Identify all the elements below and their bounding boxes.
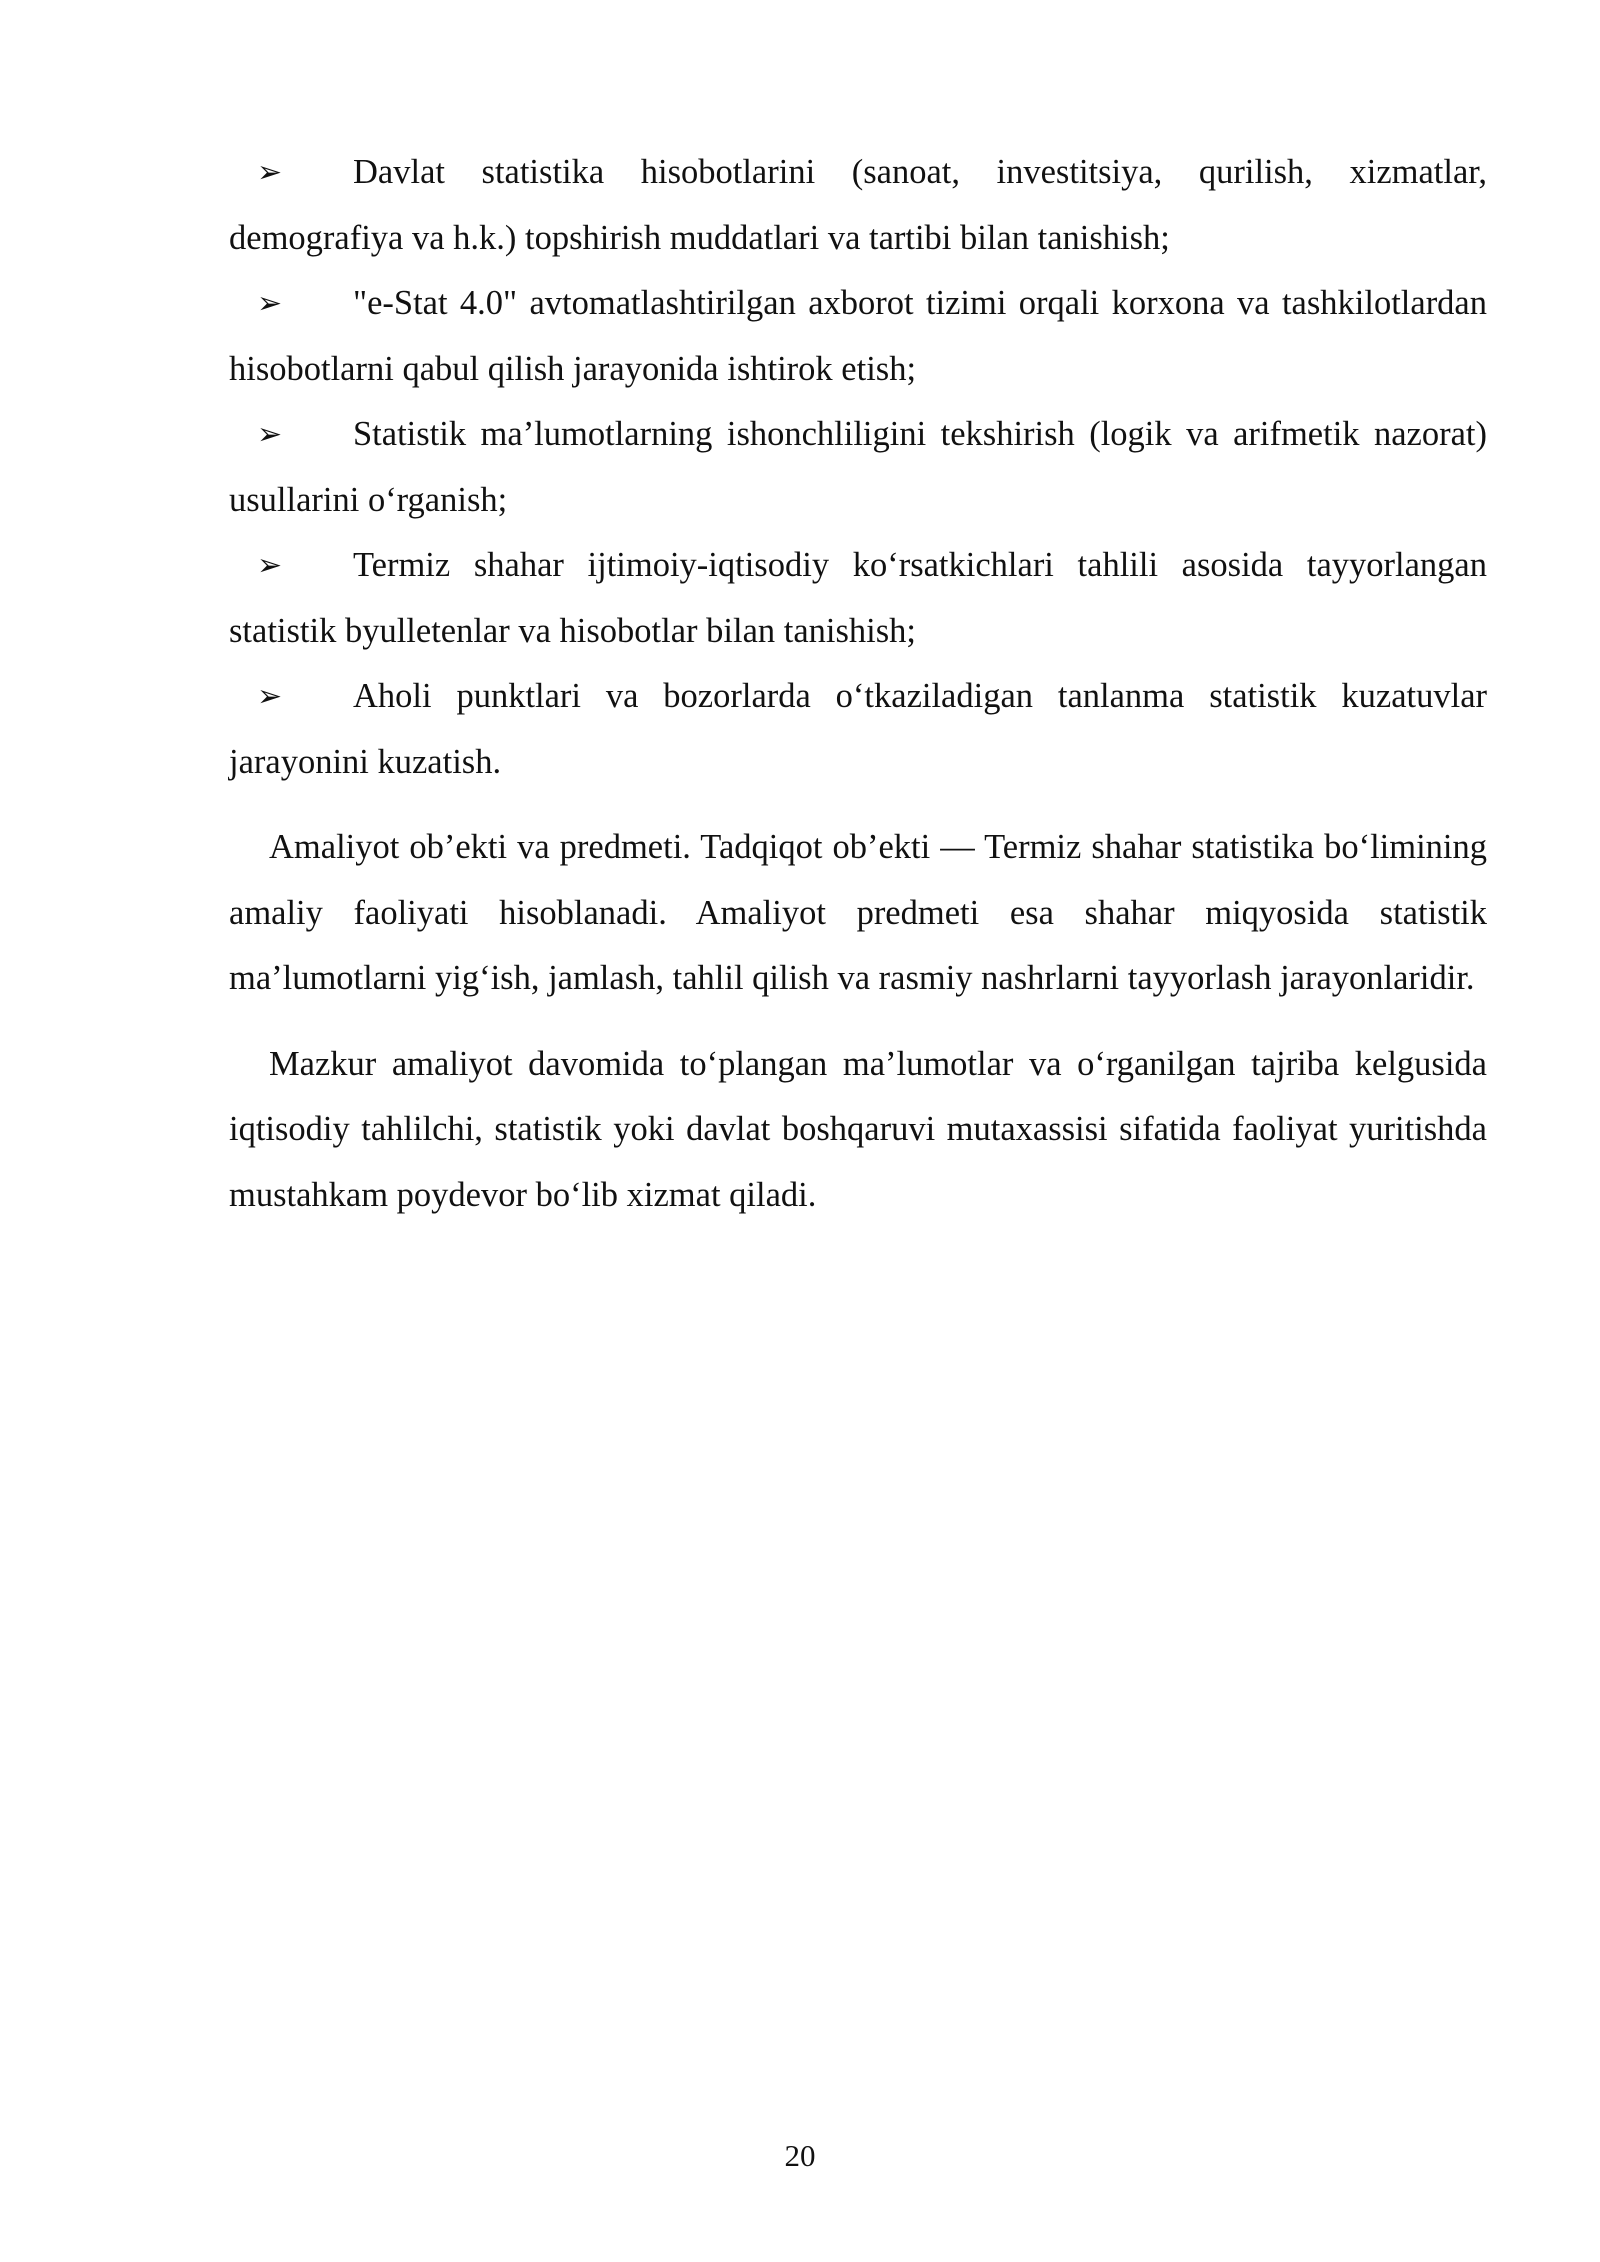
list-item-text: Davlat statistika hisobotlarini (sanoat, investitsiya, qurilish, xizmatlar, demografiya va h.k.) topshirish muddatlari va tartibi bilan tanishish; xyxy=(229,153,1487,257)
list-item xyxy=(229,664,1487,795)
arrow-bullet-icon: ➢ xyxy=(257,155,283,190)
arrow-bullet-icon: ➢ xyxy=(257,417,283,452)
list-item xyxy=(229,271,1487,402)
list-item xyxy=(229,402,1487,533)
arrow-bullet-icon: ➢ xyxy=(257,286,283,321)
paragraph-conclusion: Mazkur amaliyot davomida to‘plangan ma’lumotlar va o‘rganilgan tajriba kelgusida iqtisodiy tahlilchi, statistik yoki davlat boshqaruvi mutaxassisi sifatida faoliyat yuritishda mustahkam poydevor bo‘lib xizmat qiladi. xyxy=(229,1044,1487,1214)
page-body xyxy=(229,140,1487,1228)
list-item-text: Statistik ma’lumotlarning ishonchliligini tekshirish (logik va arifmetik nazorat) usullarini o‘rganish; xyxy=(229,415,1487,519)
paragraph-object-subject: Amaliyot ob’ekti va predmeti. Tadqiqot ob’ekti — Termiz shahar statistika bo‘limining amaliy faoliyati hisoblanadi. Amaliyot predmeti esa shahar miqyosida statistik ma’lumotlarni yig‘ish, jamlash, tahlil qilish va rasmiy nashrlarni tayyorlash jarayonlaridir. xyxy=(229,828,1487,997)
list-item xyxy=(229,533,1487,664)
list-item xyxy=(229,140,1487,271)
page-number: 20 xyxy=(784,2138,816,2173)
arrow-bullet-icon: ➢ xyxy=(257,679,283,714)
arrow-bullet-icon: ➢ xyxy=(257,548,283,583)
list-item-text: "e-Stat 4.0" avtomatlashtirilgan axborot tizimi orqali korxona va tashkilotlardan hisobotlarni qabul qilish jarayonida ishtirok etish; xyxy=(229,284,1487,388)
list-item-text: Termiz shahar ijtimoiy-iqtisodiy ko‘rsatkichlari tahlili asosida tayyorlangan statistik byulletenlar va hisobotlar bilan tanishish; xyxy=(229,546,1487,650)
list-item-text: Aholi punktlari va bozorlarda o‘tkaziladigan tanlanma statistik kuzatuvlar jarayonini kuzatish. xyxy=(229,677,1487,781)
bullet-list xyxy=(229,140,1487,795)
